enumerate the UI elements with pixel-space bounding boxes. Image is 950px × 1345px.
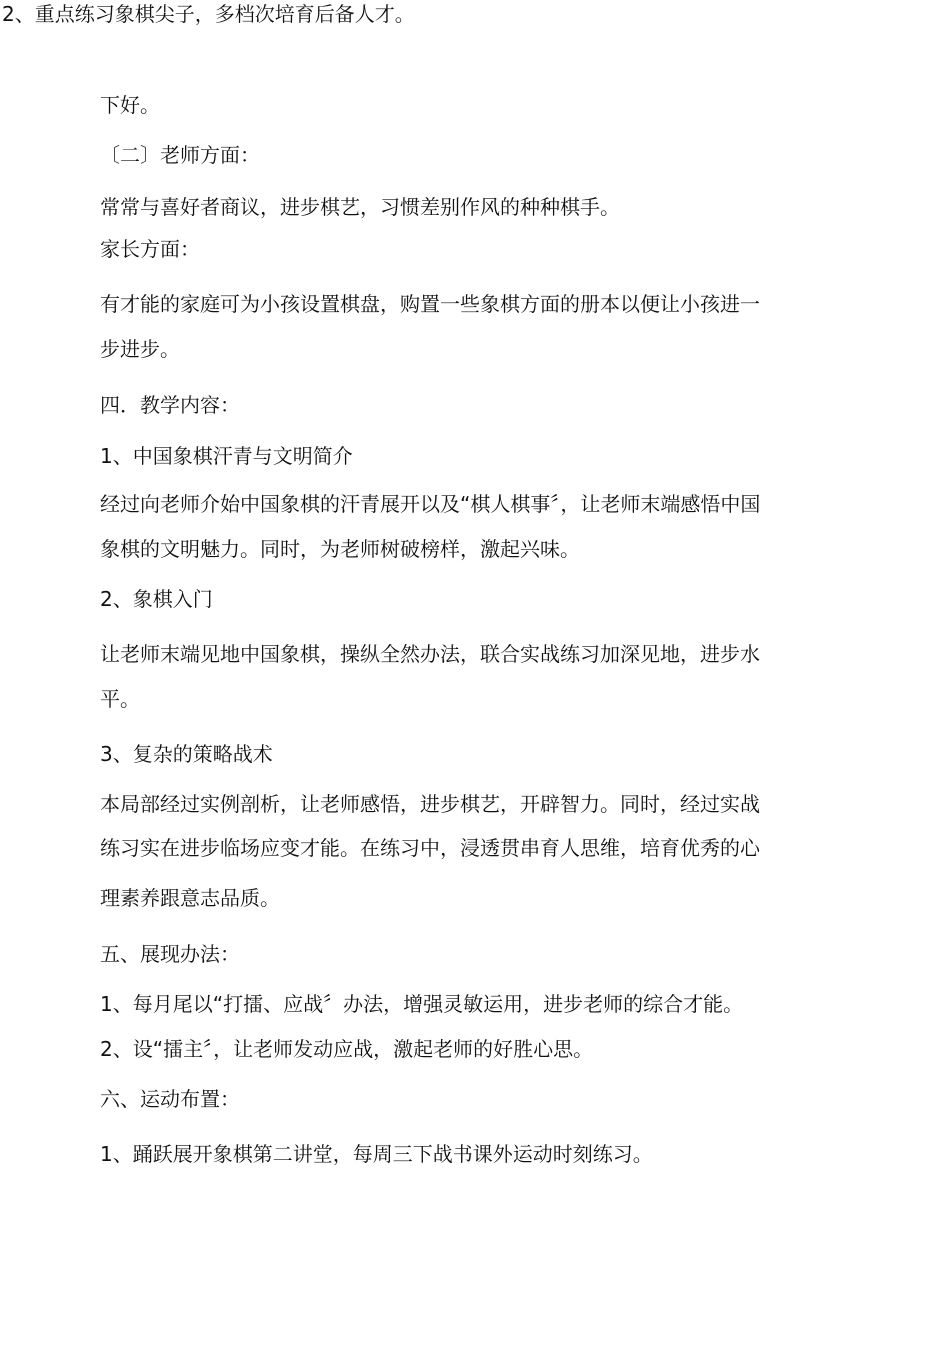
subsection-heading: 2、象棋入门 [100,587,213,611]
section-heading: 六、运动布置： [100,1087,240,1111]
text-line: 步进步。 [100,337,180,361]
text-line: 有才能的家庭可为小孩设置棋盘，购置一些象棋方面的册本以便让小孩进一 [100,292,760,316]
text-line: 练习实在进步临场应变才能。在练习中，浸透贯串育人思维，培育优秀的心 [100,836,760,860]
text-line: 本局部经过实例剖析，让老师感悟，进步棋艺，开辟智力。同时，经过实战 [100,792,760,816]
section-heading: 〔二〕老师方面： [100,143,260,167]
text-line: 下好。 [100,93,160,117]
text-line: 2、设“擂主〞，让老师发动应战，激起老师的好胜心思。 [100,1037,594,1061]
subsection-heading: 1、中国象棋汗青与文明简介 [100,444,353,468]
subsection-heading: 3、复杂的策略战术 [100,742,273,766]
section-heading: 四．教学内容： [100,393,240,417]
text-line: 经过向老师介始中国象棋的汗青展开以及“棋人棋事〞，让老师末端感悟中国 [100,492,761,516]
text-line: 1、踊跃展开象棋第二讲堂，每周三下战书课外运动时刻练习。 [100,1142,653,1166]
text-line: 让老师末端见地中国象棋，操纵全然办法，联合实战练习加深见地，进步水 [100,642,760,666]
text-line: 平。 [100,687,140,711]
text-line: 象棋的文明魅力。同时，为老师树破榜样，激起兴味。 [100,537,580,561]
text-line: 1、每月尾以“打擂、应战〞办法，增强灵敏运用，进步老师的综合才能。 [100,992,744,1016]
text-line: 常常与喜好者商议，进步棋艺，习惯差别作风的种种棋手。 [100,195,620,219]
text-line: 理素养跟意志品质。 [100,886,280,910]
section-heading: 五、展现办法： [100,942,240,966]
text-line: 2、重点练习象棋尖子，多档次培育后备人才。 [2,2,415,26]
section-heading: 家长方面： [100,237,200,261]
